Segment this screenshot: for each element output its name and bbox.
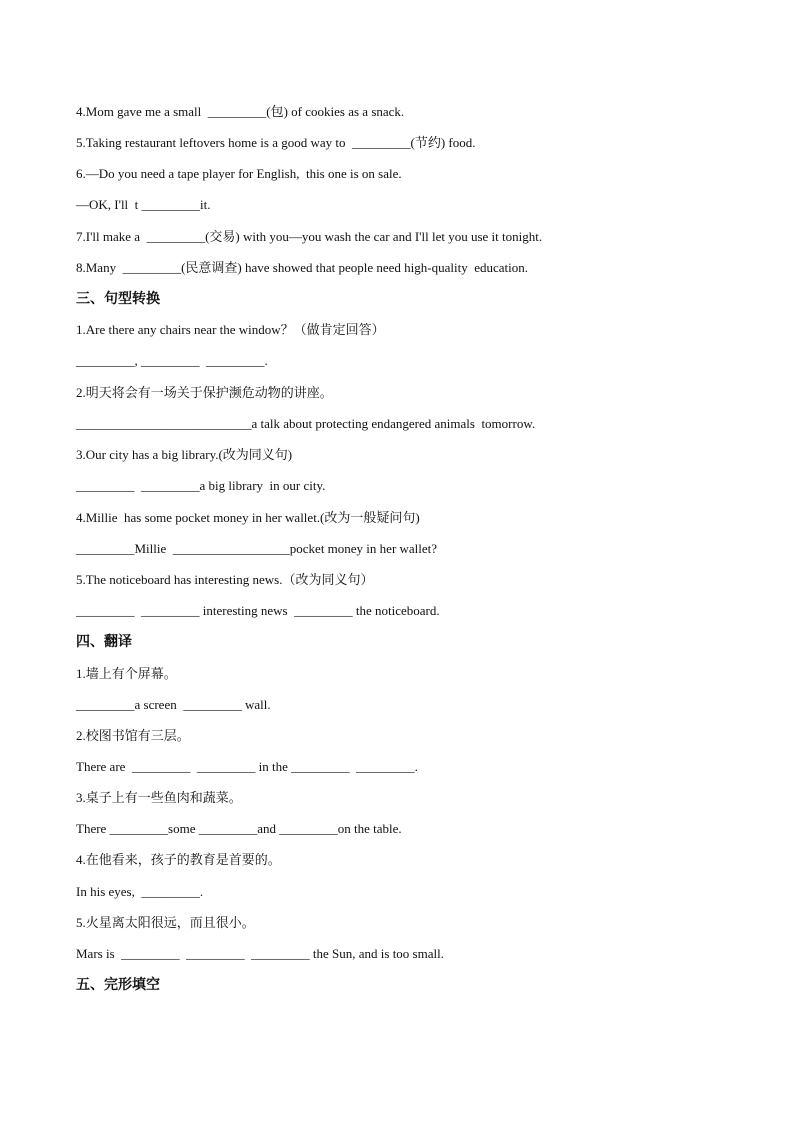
answer-3-2: ___________________________a talk about protecting endangered animals tomorrow.	[76, 416, 536, 431]
question-4-1: 1.墙上有个屏幕。	[76, 666, 177, 681]
answer-3-3: _________ _________a big library in our city.	[76, 478, 326, 493]
question-3-1: 1.Are there any chairs near the window？（做肯定回答）	[76, 322, 385, 337]
question-4-3: 3.桌子上有一些鱼肉和蔬菜。	[76, 790, 242, 805]
answer-4-4: In his eyes, _________.	[76, 884, 204, 899]
question-2-6a: 6.—Do you need a tape player for English, this one is on sale.	[76, 166, 402, 181]
answer-3-5: _________ _________ interesting news _________ the noticeboard.	[76, 603, 440, 618]
answer-4-2: There are _________ _________ in the _________ _________.	[76, 759, 418, 774]
section-5-heading: 五、完形填空	[76, 977, 160, 993]
question-2-5: 5.Taking restaurant leftovers home is a good way to _________(节约) food.	[76, 135, 476, 150]
question-3-4: 4.Millie has some pocket money in her wallet.(改为一般疑问句)	[76, 510, 420, 525]
question-2-6b: —OK, I'll t _________it.	[76, 197, 211, 212]
section-4-heading: 四、翻译	[76, 634, 132, 650]
question-4-2: 2.校图书馆有三层。	[76, 728, 190, 743]
answer-4-1: _________a screen _________ wall.	[76, 697, 271, 712]
section-3-heading: 三、句型转换	[76, 291, 160, 307]
answer-3-1: _________, _________ _________.	[76, 353, 268, 368]
question-2-7: 7.I'll make a _________(交易) with you—you wash the car and I'll let you use it tonight.	[76, 229, 543, 244]
question-2-4: 4.Mom gave me a small _________(包) of cookies as a snack.	[76, 104, 405, 119]
question-4-4: 4.在他看来，孩子的教育是首要的。	[76, 852, 281, 867]
answer-3-4: _________Millie __________________pocket money in her wallet?	[76, 541, 438, 556]
question-3-3: 3.Our city has a big library.(改为同义句)	[76, 447, 293, 462]
question-2-8: 8.Many _________(民意调查) have showed that people need high-quality education.	[76, 260, 529, 275]
answer-4-3: There _________some _________and _________on the table.	[76, 821, 402, 836]
question-3-2: 2.明天将会有一场关于保护濒危动物的讲座。	[76, 385, 333, 400]
answer-4-5: Mars is _________ _________ _________ the Sun, and is too small.	[76, 946, 444, 961]
question-4-5: 5.火星离太阳很远，而且很小。	[76, 915, 255, 930]
question-3-5: 5.The noticeboard has interesting news.（改为同义句）	[76, 572, 374, 587]
